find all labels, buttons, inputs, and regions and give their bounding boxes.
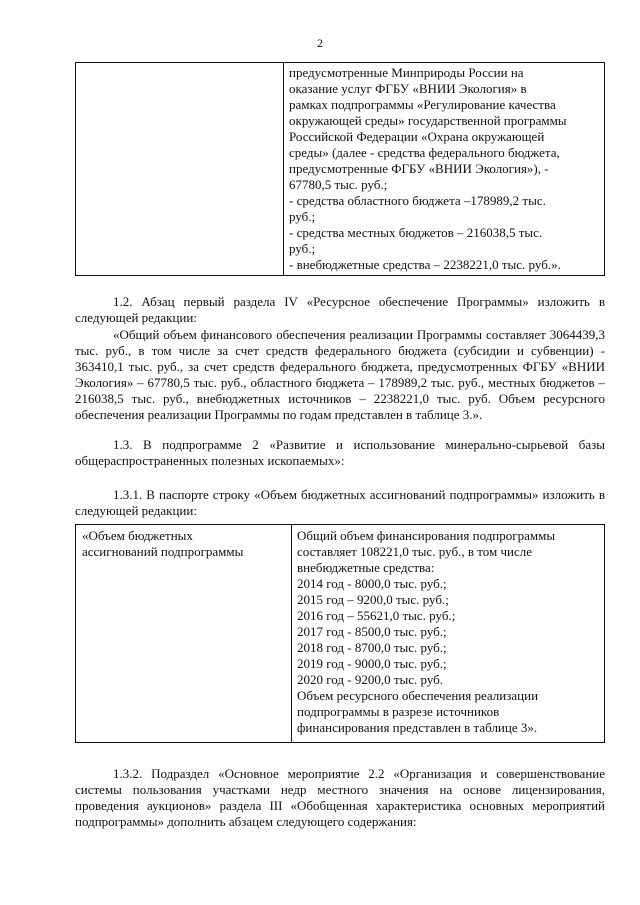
table2-line: 2014 год - 8000,0 тыс. руб.; [297, 576, 447, 591]
table1-line: окружающей среды» государственной программы [289, 113, 567, 128]
table2-line: 2019 год - 9000,0 тыс. руб.; [297, 656, 447, 671]
table1-line: оказание услуг ФГБУ «ВНИИ Экология» в [289, 81, 527, 96]
table2-left-line: ассигнований подпрограммы [82, 544, 244, 559]
table2-line: Объем ресурсного обеспечения реализации [297, 688, 539, 703]
table1-left-cell [76, 63, 284, 276]
table1-line: - средства местных бюджетов – 216038,5 тыс. [289, 225, 543, 240]
paragraph-1-2: 1.2. Абзац первый раздела IV «Ресурсное обеспечение Программы» изложить в следующей редакции: [75, 294, 605, 325]
paragraph-1-3-2: 1.3.2. Подраздел «Основное мероприятие 2.2 «Организация и совершенствование системы пользования участками недр местного значения на основе лицензирования, проведения аукционов» раздела III «Обобщенная характеристика основных мероприятий подпрограммы» дополнить абзацем следующего содержания: [75, 766, 605, 829]
table2-line: 2017 год - 8500,0 тыс. руб.; [297, 624, 447, 639]
table2-line: внебюджетные средства: [297, 560, 435, 575]
table1-line: рамках подпрограммы «Регулирование качества [289, 97, 556, 112]
subprogram-budget-table [75, 524, 605, 743]
paragraph-1-3-1: 1.3.1. В паспорте строку «Объем бюджетных ассигнований подпрограммы» изложить в следующей редакции: [75, 487, 605, 518]
table1-line: - внебюджетные средства – 2238221,0 тыс. руб.». [289, 257, 561, 272]
table2-left-cell [76, 525, 292, 743]
table2-line: Общий объем финансирования подпрограммы [297, 528, 556, 543]
table1-line: руб.; [289, 209, 316, 224]
page-number: 2 [317, 36, 323, 50]
table2-line: 2016 год – 55621,0 тыс. руб.; [297, 608, 456, 623]
table1-line: 67780,5 тыс. руб.; [289, 177, 388, 192]
table2-line: 2018 год - 8700,0 тыс. руб.; [297, 640, 447, 655]
table2-line: подпрограммы в разрезе источников [297, 704, 500, 719]
table1-line: предусмотренные ФГБУ «ВНИИ Экология»), - [289, 161, 549, 176]
table2-right-cell [292, 525, 605, 743]
paragraph-resource-quote: «Общий объем финансового обеспечения реализации Программы составляет 3064439,3 тыс. руб., в том числе за счет средств федерального бюджета (субсидии и субвенции) - 363410,1 тыс. руб., за счет средств федерального бюджета, предусмотренных ФГБУ «ВНИИ Экология» – 67780,5 тыс. руб., областного бюджета – 178989,2 тыс. руб., местных бюджетов – 216038,5 тыс. руб., внебюджетных источников – 2238221,0 тыс. руб. Объем ресурсного обеспечения реализации Программы по годам представлен в таблице 3.». [75, 327, 605, 422]
table1-line: предусмотренные Минприроды России на [289, 65, 524, 80]
table1-line: Российской Федерации «Охрана окружающей [289, 129, 545, 144]
table1-right-cell [284, 63, 605, 276]
table1-line: среды» (далее - средства федерального бюджета, [289, 145, 560, 160]
table2-left-line: «Объем бюджетных [82, 528, 193, 543]
paragraph-1-3: 1.3. В подпрограмме 2 «Развитие и использование минерально-сырьевой базы общераспространенных полезных ископаемых»: [75, 437, 605, 468]
table2-line: 2015 год – 9200,0 тыс. руб.; [297, 592, 449, 607]
table1-line: - средства областного бюджета –178989,2 тыс. [289, 193, 546, 208]
table2-line: составляет 108221,0 тыс. руб., в том числе [297, 544, 532, 559]
table2-line: финансирования представлен в таблице 3». [297, 720, 538, 735]
budget-table-continuation [75, 62, 605, 276]
table1-line: руб.; [289, 241, 316, 256]
table2-line: 2020 год - 9200,0 тыс. руб. [297, 672, 444, 687]
